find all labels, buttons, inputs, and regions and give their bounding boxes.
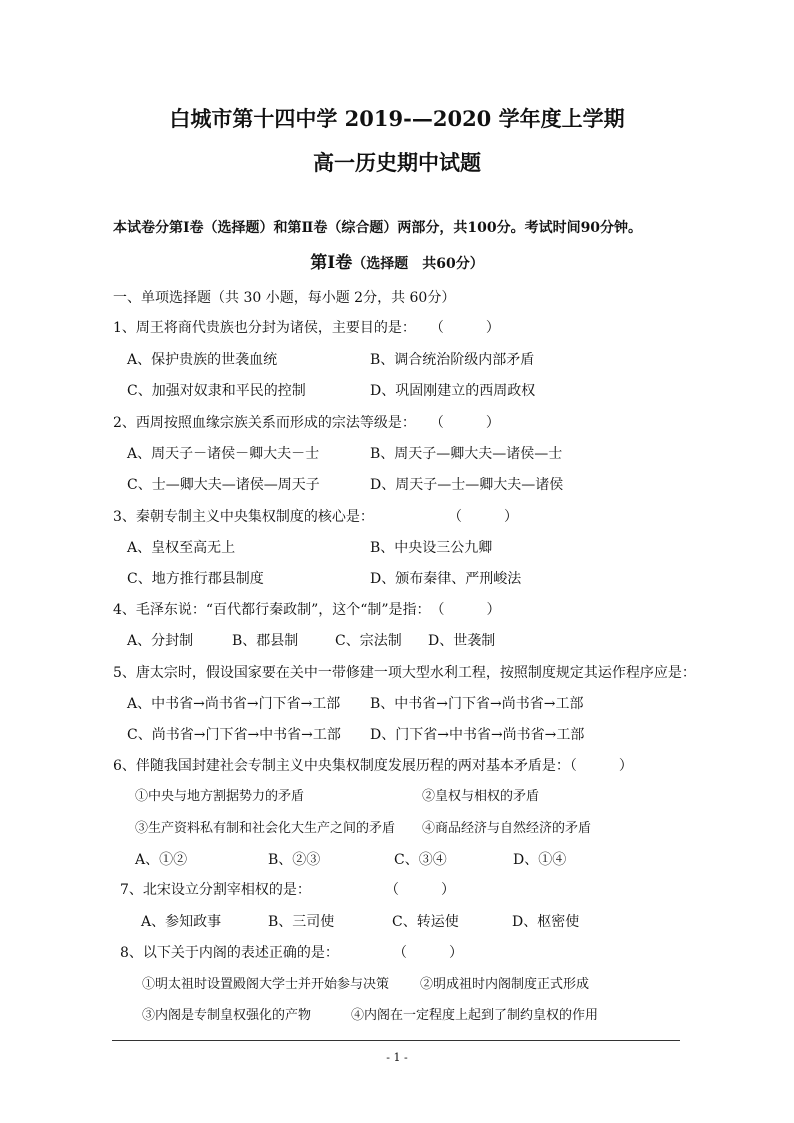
question-stem: 7、北宋设立分割宰相权的是： xyxy=(120,882,311,898)
answer-option: A、保护贵族的世袭血统 xyxy=(127,352,278,368)
answer-option: B、郡县制 xyxy=(232,633,299,649)
answer-option: D、①④ xyxy=(513,852,567,868)
exam-title: 白城市第十四中学 2019-—2020 学年度上学期 xyxy=(169,106,625,131)
answer-option: B、中书省→门下省→尚书省→工部 xyxy=(370,696,584,712)
question-stem: 5、唐太宗时，假设国家要在关中一带修建一项大型水利工程，按照制度规定其运作程序应是： xyxy=(113,665,696,681)
question-stem: 6、伴随我国封建社会专制主义中央集权制度发展历程的两对基本矛盾是：（ ） xyxy=(113,758,633,774)
question-stem: 8、以下关于内阁的表述正确的是： xyxy=(120,945,339,961)
statement-item: ③内阁是专制皇权强化的产物 xyxy=(142,1008,312,1023)
statement-item: ②明成祖时内阁制度正式形成 xyxy=(420,977,590,992)
exam-subtitle: 高一历史期中试题 xyxy=(313,150,481,175)
statement-item: ①中央与地方割据势力的矛盾 xyxy=(135,789,305,804)
answer-option: D、枢密使 xyxy=(512,914,580,930)
answer-option: C、尚书省→门下省→中书省→工部 xyxy=(127,727,341,743)
answer-option: B、中央设三公九卿 xyxy=(370,540,493,556)
section-title-main: 第Ⅰ卷 xyxy=(310,253,353,273)
answer-option: C、加强对奴隶和平民的控制 xyxy=(127,383,306,399)
statement-item: ②皇权与相权的矛盾 xyxy=(422,789,540,804)
statement-item: ④商品经济与自然经济的矛盾 xyxy=(422,821,592,836)
answer-option: A、①② xyxy=(135,852,188,868)
answer-option: A、参知政事 xyxy=(141,914,222,930)
statement-item: ④内阁在一定程度上起到了制约皇权的作用 xyxy=(351,1008,599,1023)
answer-option: B、三司使 xyxy=(268,914,335,930)
answer-option: C、转运使 xyxy=(392,914,459,930)
section-title xyxy=(0,254,794,273)
answer-option: D、巩固刚建立的西周政权 xyxy=(370,383,536,399)
answer-option: C、士—卿大夫—诸侯—周天子 xyxy=(127,477,320,493)
page-number: - 1 - xyxy=(386,1051,408,1064)
question-stem: 2、西周按照血缘宗族关系而形成的宗法等级是： （ ） xyxy=(113,415,500,431)
question-stem: 3、秦朝专制主义中央集权制度的核心是： xyxy=(113,509,374,525)
statement-item: ①明太祖时设置殿阁大学士并开始参与决策 xyxy=(142,977,390,992)
answer-blank: （ ） xyxy=(448,509,518,525)
section-title-sub: （选择题 共60分） xyxy=(352,256,484,272)
answer-blank: （ ） xyxy=(385,882,455,898)
answer-option: D、颁布秦律、严刑峻法 xyxy=(370,571,522,587)
answer-option: C、③④ xyxy=(394,852,447,868)
footer-divider xyxy=(112,1040,680,1041)
answer-option: B、②③ xyxy=(268,852,321,868)
section-instructions: 一、单项选择题（共 30 小题，每小题 2分，共 60分） xyxy=(113,290,456,306)
answer-option: D、世袭制 xyxy=(428,633,496,649)
answer-option: A、分封制 xyxy=(127,633,194,649)
question-stem: 4、毛泽东说：“百代都行秦政制”，这个“制”是指： （ ） xyxy=(113,602,501,618)
exam-intro: 本试卷分第Ⅰ卷（选择题）和第Ⅱ卷（综合题）两部分，共100分。考试时间90分钟。 xyxy=(113,220,643,236)
statement-item: ③生产资料私有制和社会化大生产之间的矛盾 xyxy=(135,821,396,836)
answer-option: C、宗法制 xyxy=(335,633,402,649)
answer-option: C、地方推行郡县制度 xyxy=(127,571,264,587)
answer-option: A、皇权至高无上 xyxy=(127,540,236,556)
answer-blank: （ ） xyxy=(393,945,463,961)
answer-option: A、中书省→尚书省→门下省→工部 xyxy=(127,696,341,712)
question-stem: 1、周王将商代贵族也分封为诸侯，主要目的是： （ ） xyxy=(113,320,500,336)
answer-option: D、门下省→中书省→尚书省→工部 xyxy=(370,727,585,743)
answer-option: A、周天子－诸侯－卿大夫－士 xyxy=(127,446,320,462)
answer-option: B、周天子—卿大夫—诸侯—士 xyxy=(370,446,563,462)
answer-option: D、周天子—士—卿大夫—诸侯 xyxy=(370,477,564,493)
answer-option: B、调合统治阶级内部矛盾 xyxy=(370,352,535,368)
